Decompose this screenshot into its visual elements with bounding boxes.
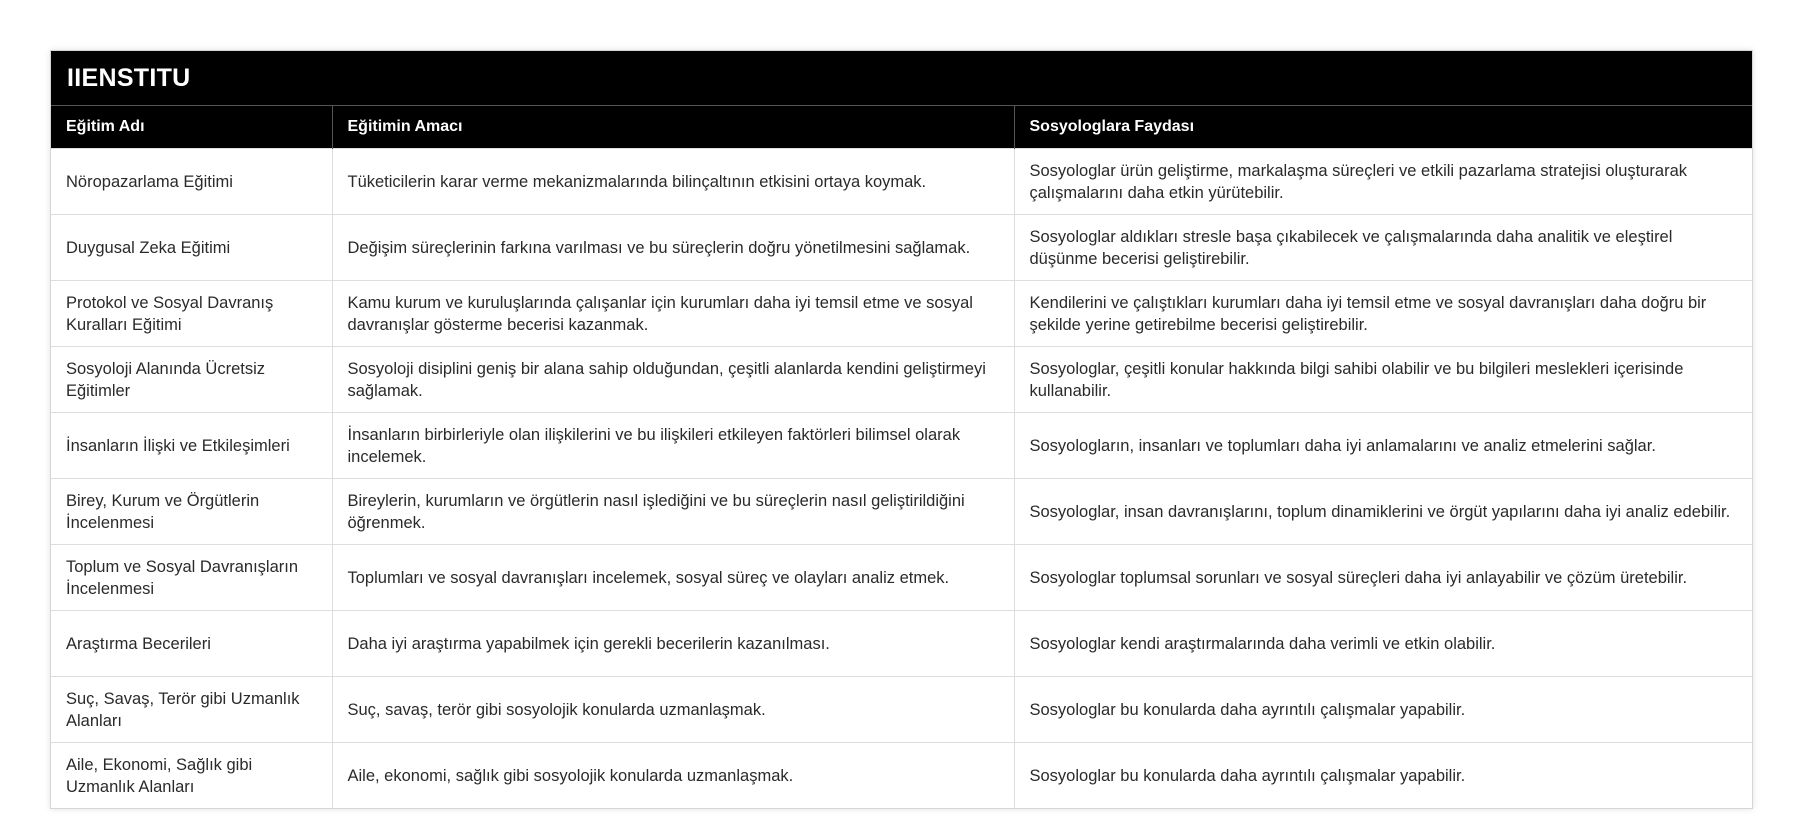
training-purpose-cell: Kamu kurum ve kuruluşlarında çalışanlar için kurumları daha iyi temsil etme ve sosyal davranışlar gösterme becerisi kazanmak. xyxy=(332,281,1014,347)
training-purpose-cell: Toplumları ve sosyal davranışları incelemek, sosyal süreç ve olayları analiz etmek. xyxy=(332,545,1014,611)
benefit-cell: Sosyologlar, insan davranışlarını, toplum dinamiklerini ve örgüt yapılarını daha iyi analiz edebilir. xyxy=(1014,479,1752,545)
training-name-cell: Protokol ve Sosyal Davranış Kuralları Eğitimi xyxy=(51,281,332,347)
training-purpose-cell: Bireylerin, kurumların ve örgütlerin nasıl işlediğini ve bu süreçlerin nasıl geliştirildiğini öğrenmek. xyxy=(332,479,1014,545)
table-row xyxy=(51,347,1752,413)
brand-title: IIENSTITU xyxy=(51,51,1752,105)
table-row xyxy=(51,149,1752,215)
column-header-training-name: Eğitim Adı xyxy=(51,106,332,149)
table-row xyxy=(51,545,1752,611)
training-name-cell: Suç, Savaş, Terör gibi Uzmanlık Alanları xyxy=(51,677,332,743)
table-row xyxy=(51,677,1752,743)
training-name-cell: Araştırma Becerileri xyxy=(51,611,332,677)
table-row xyxy=(51,215,1752,281)
training-name-cell: Aile, Ekonomi, Sağlık gibi Uzmanlık Alanları xyxy=(51,743,332,809)
training-table xyxy=(51,105,1752,808)
training-name-cell: Duygusal Zeka Eğitimi xyxy=(51,215,332,281)
table-row xyxy=(51,281,1752,347)
training-table-card xyxy=(50,50,1753,809)
training-name-cell: İnsanların İlişki ve Etkileşimleri xyxy=(51,413,332,479)
training-name-cell: Sosyoloji Alanında Ücretsiz Eğitimler xyxy=(51,347,332,413)
benefit-cell: Sosyologlar kendi araştırmalarında daha verimli ve etkin olabilir. xyxy=(1014,611,1752,677)
training-purpose-cell: İnsanların birbirleriyle olan ilişkilerini ve bu ilişkileri etkileyen faktörleri bilimsel olarak incelemek. xyxy=(332,413,1014,479)
benefit-cell: Sosyologlar bu konularda daha ayrıntılı çalışmalar yapabilir. xyxy=(1014,743,1752,809)
table-row xyxy=(51,743,1752,809)
column-header-training-purpose: Eğitimin Amacı xyxy=(332,106,1014,149)
training-purpose-cell: Değişim süreçlerinin farkına varılması ve bu süreçlerin doğru yönetilmesini sağlamak. xyxy=(332,215,1014,281)
training-purpose-cell: Aile, ekonomi, sağlık gibi sosyolojik konularda uzmanlaşmak. xyxy=(332,743,1014,809)
benefit-cell: Sosyologlar aldıkları stresle başa çıkabilecek ve çalışmalarında daha analitik ve eleştirel düşünme becerisi geliştirebilir. xyxy=(1014,215,1752,281)
training-purpose-cell: Sosyoloji disiplini geniş bir alana sahip olduğundan, çeşitli alanlarda kendini geliştirmeyi sağlamak. xyxy=(332,347,1014,413)
benefit-cell: Sosyologların, insanları ve toplumları daha iyi anlamalarını ve analiz etmelerini sağlar. xyxy=(1014,413,1752,479)
training-purpose-cell: Suç, savaş, terör gibi sosyolojik konularda uzmanlaşmak. xyxy=(332,677,1014,743)
benefit-cell: Sosyologlar toplumsal sorunları ve sosyal süreçleri daha iyi anlayabilir ve çözüm üretebilir. xyxy=(1014,545,1752,611)
table-row xyxy=(51,611,1752,677)
benefit-cell: Sosyologlar bu konularda daha ayrıntılı çalışmalar yapabilir. xyxy=(1014,677,1752,743)
training-name-cell: Toplum ve Sosyal Davranışların İncelenmesi xyxy=(51,545,332,611)
training-purpose-cell: Tüketicilerin karar verme mekanizmalarında bilinçaltının etkisini ortaya koymak. xyxy=(332,149,1014,215)
benefit-cell: Sosyologlar, çeşitli konular hakkında bilgi sahibi olabilir ve bu bilgileri meslekleri içerisinde kullanabilir. xyxy=(1014,347,1752,413)
training-name-cell: Nöropazarlama Eğitimi xyxy=(51,149,332,215)
table-header-row xyxy=(51,106,1752,149)
training-purpose-cell: Daha iyi araştırma yapabilmek için gerekli becerilerin kazanılması. xyxy=(332,611,1014,677)
table-row xyxy=(51,413,1752,479)
benefit-cell: Kendilerini ve çalıştıkları kurumları daha iyi temsil etme ve sosyal davranışları daha doğru bir şekilde yerine getirebilme becerisi geliştirebilir. xyxy=(1014,281,1752,347)
column-header-benefit: Sosyologlara Faydası xyxy=(1014,106,1752,149)
table-row xyxy=(51,479,1752,545)
training-name-cell: Birey, Kurum ve Örgütlerin İncelenmesi xyxy=(51,479,332,545)
benefit-cell: Sosyologlar ürün geliştirme, markalaşma süreçleri ve etkili pazarlama stratejisi oluşturarak çalışmalarını daha etkin yürütebilir. xyxy=(1014,149,1752,215)
